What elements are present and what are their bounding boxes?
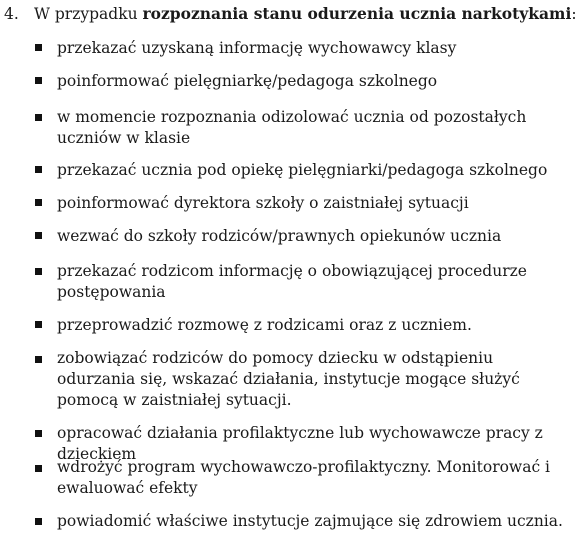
bullet-icon	[35, 166, 42, 173]
list-item: przeprowadzić rozmowę z rodzicami oraz z uczniem.	[57, 316, 472, 334]
list-item: powiadomić właściwe instytucje zajmujące się zdrowiem ucznia.	[57, 512, 563, 530]
heading-suffix: :	[571, 5, 577, 23]
list-item: zobowiązać rodziców do pomocy dziecku w odstąpieniu odurzania się, wskazać działania, instytucje mogące służyć pomocą w zaistniałej sytuacji.	[57, 349, 520, 409]
section-number: 4.	[4, 5, 19, 23]
bullet-icon	[35, 321, 42, 328]
list-item: wdrożyć program wychowawczo-profilaktyczny. Monitorować i ewaluować efekty	[57, 458, 551, 497]
list-item: w momencie rozpoznania odizolować ucznia od pozostałych uczniów w klasie	[57, 108, 527, 147]
bullet-icon	[35, 268, 42, 275]
list-item: wezwać do szkoły rodziców/prawnych opiekunów ucznia	[57, 227, 502, 245]
bullet-icon	[35, 518, 42, 525]
bullet-icon	[35, 199, 42, 206]
list-item: poinformować dyrektora szkoły o zaistniałej sytuacji	[57, 194, 469, 212]
bullet-icon	[35, 232, 42, 239]
list-item: poinformować pielęgniarkę/pedagoga szkolnego	[57, 72, 438, 90]
bullet-icon	[35, 77, 42, 84]
list-item: opracować działania profilaktyczne lub wychowawcze pracy z dzieckiem	[57, 424, 543, 463]
section-heading	[4, 4, 577, 24]
bullet-icon	[35, 465, 42, 472]
bullet-icon	[35, 114, 42, 121]
list-item: przekazać ucznia pod opiekę pielęgniarki/pedagoga szkolnego	[57, 161, 548, 179]
list-item: przekazać uzyskaną informację wychowawcy klasy	[57, 39, 457, 57]
list-item: przekazać rodzicom informację o obowiązującej procedurze postępowania	[57, 262, 527, 301]
heading-prefix: W przypadku	[34, 5, 143, 23]
bullet-icon	[35, 356, 42, 363]
bullet-icon	[35, 430, 42, 437]
bullet-icon	[35, 44, 42, 51]
heading-bold: rozpoznania stanu odurzenia ucznia narkotykami	[142, 4, 572, 23]
